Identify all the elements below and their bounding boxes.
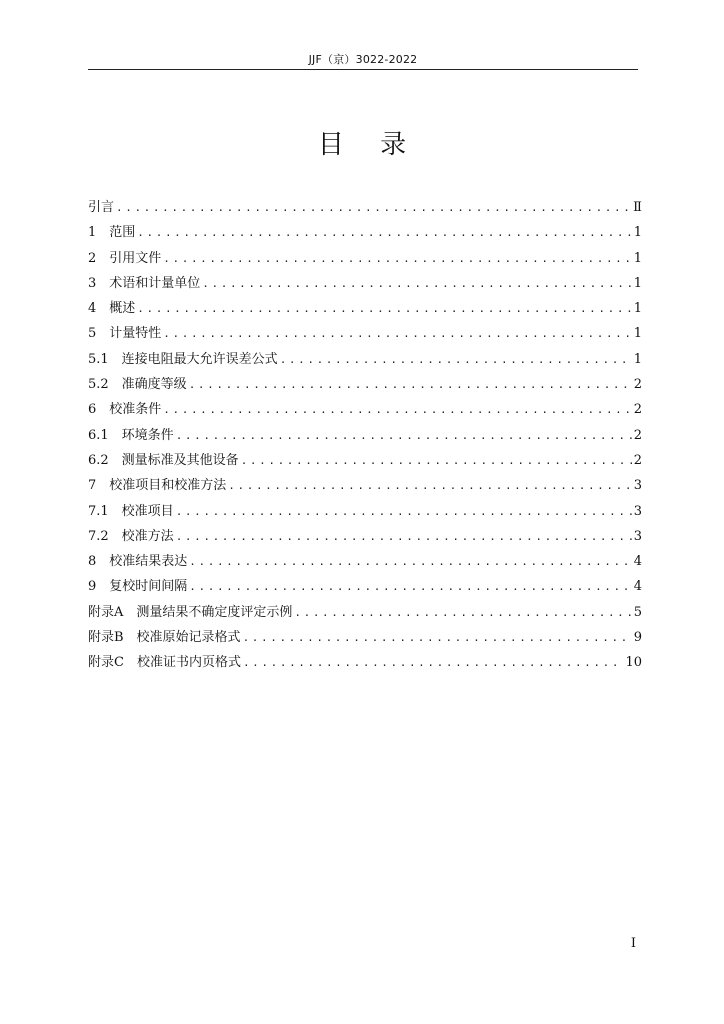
toc-entry-label: 1 范围	[88, 225, 136, 241]
toc-page-number: 2	[633, 377, 642, 393]
toc-entry-label: 3 术语和计量单位	[88, 275, 201, 291]
toc-dot-leader	[294, 602, 631, 624]
toc-entry-2[interactable]	[88, 248, 642, 273]
toc-page-number: 2	[633, 402, 642, 418]
toc-entry-label: 6 校准条件	[88, 402, 162, 418]
toc-page-number: 10	[625, 655, 642, 671]
page-title: 目 录	[317, 130, 421, 160]
toc-page-number: 3	[633, 478, 642, 494]
toc-dot-leader	[189, 374, 632, 396]
toc-entry-7-2[interactable]	[88, 526, 642, 551]
toc-page-number: 1	[633, 275, 642, 291]
header-rule	[88, 69, 638, 70]
toc-entry-label: 2 引用文件	[88, 250, 162, 266]
toc-dot-leader	[163, 323, 631, 345]
toc-entry-appendix-c[interactable]	[88, 652, 642, 677]
toc-entry-label: 附录A 测量结果不确定度评定示例	[88, 604, 293, 620]
toc-entry-label: 8 校准结果表达	[88, 554, 188, 570]
toc-entry-7[interactable]	[88, 475, 642, 500]
toc-entry-5-2[interactable]	[88, 374, 642, 399]
toc-entry-6-1[interactable]	[88, 425, 642, 450]
toc-dot-leader	[243, 652, 624, 674]
toc-entry-6[interactable]	[88, 399, 642, 424]
toc-entry-preface[interactable]	[88, 197, 642, 222]
toc-entry-label: 7.2 校准方法	[88, 528, 174, 544]
toc-entry-3[interactable]	[88, 273, 642, 298]
toc-page-number: 9	[633, 630, 642, 646]
toc-page-number: 5	[633, 604, 642, 620]
toc-dot-leader	[176, 526, 632, 548]
toc-page-number: 4	[633, 579, 642, 595]
toc-entry-9[interactable]	[88, 576, 642, 601]
toc-entry-label: 附录B 校准原始记录格式	[88, 630, 241, 646]
toc-dot-leader	[163, 248, 631, 270]
toc-dot-leader	[176, 501, 632, 523]
toc-page-number: 3	[633, 528, 642, 544]
toc-dot-leader	[176, 425, 632, 447]
toc-page-number: 2	[633, 427, 642, 443]
toc-entry-7-1[interactable]	[88, 501, 642, 526]
toc-page-number: 1	[633, 250, 642, 266]
toc-page-number: 3	[633, 503, 642, 519]
toc-entry-appendix-b[interactable]	[88, 627, 642, 652]
toc-entry-label: 5.2 准确度等级	[88, 377, 187, 393]
toc-dot-leader	[243, 627, 632, 649]
table-of-contents	[88, 197, 642, 678]
toc-dot-leader	[137, 222, 631, 244]
toc-page-number: 1	[633, 301, 642, 317]
toc-page-number: 4	[633, 554, 642, 570]
toc-entry-5[interactable]	[88, 323, 642, 348]
toc-entry-label: 附录C 校准证书内页格式	[88, 655, 241, 671]
toc-dot-leader	[189, 551, 631, 573]
toc-dot-leader	[202, 273, 631, 295]
toc-page-number: 1	[633, 326, 642, 342]
toc-dot-leader	[280, 349, 632, 371]
toc-entry-5-1[interactable]	[88, 349, 642, 374]
toc-entry-label: 6.2 测量标准及其他设备	[88, 452, 239, 468]
toc-dot-leader	[241, 450, 632, 472]
toc-entry-label: 引言	[88, 200, 115, 215]
toc-dot-leader	[137, 298, 631, 320]
toc-entry-8[interactable]	[88, 551, 642, 576]
toc-entry-label: 7 校准项目和校准方法	[88, 478, 227, 494]
running-header: JJF（京）3022-2022	[308, 53, 418, 66]
toc-entry-label: 5 计量特性	[88, 326, 162, 342]
toc-entry-4[interactable]	[88, 298, 642, 323]
toc-dot-leader	[189, 576, 631, 598]
toc-entry-appendix-a[interactable]	[88, 602, 642, 627]
toc-dot-leader	[116, 197, 631, 219]
toc-entry-label: 9 复校时间间隔	[88, 579, 188, 595]
toc-dot-leader	[163, 399, 631, 421]
page-number-footer: I	[630, 936, 636, 951]
toc-entry-1[interactable]	[88, 222, 642, 247]
toc-page-number: Ⅱ	[633, 200, 642, 215]
toc-page-number: 1	[633, 351, 642, 367]
toc-page-number: 1	[633, 225, 642, 241]
toc-entry-label: 5.1 连接电阻最大允许误差公式	[88, 351, 278, 367]
toc-page-number: 2	[633, 452, 642, 468]
toc-entry-label: 6.1 环境条件	[88, 427, 174, 443]
toc-dot-leader	[228, 475, 631, 497]
toc-entry-label: 7.1 校准项目	[88, 503, 174, 519]
toc-entry-label: 4 概述	[88, 301, 136, 317]
toc-entry-6-2[interactable]	[88, 450, 642, 475]
